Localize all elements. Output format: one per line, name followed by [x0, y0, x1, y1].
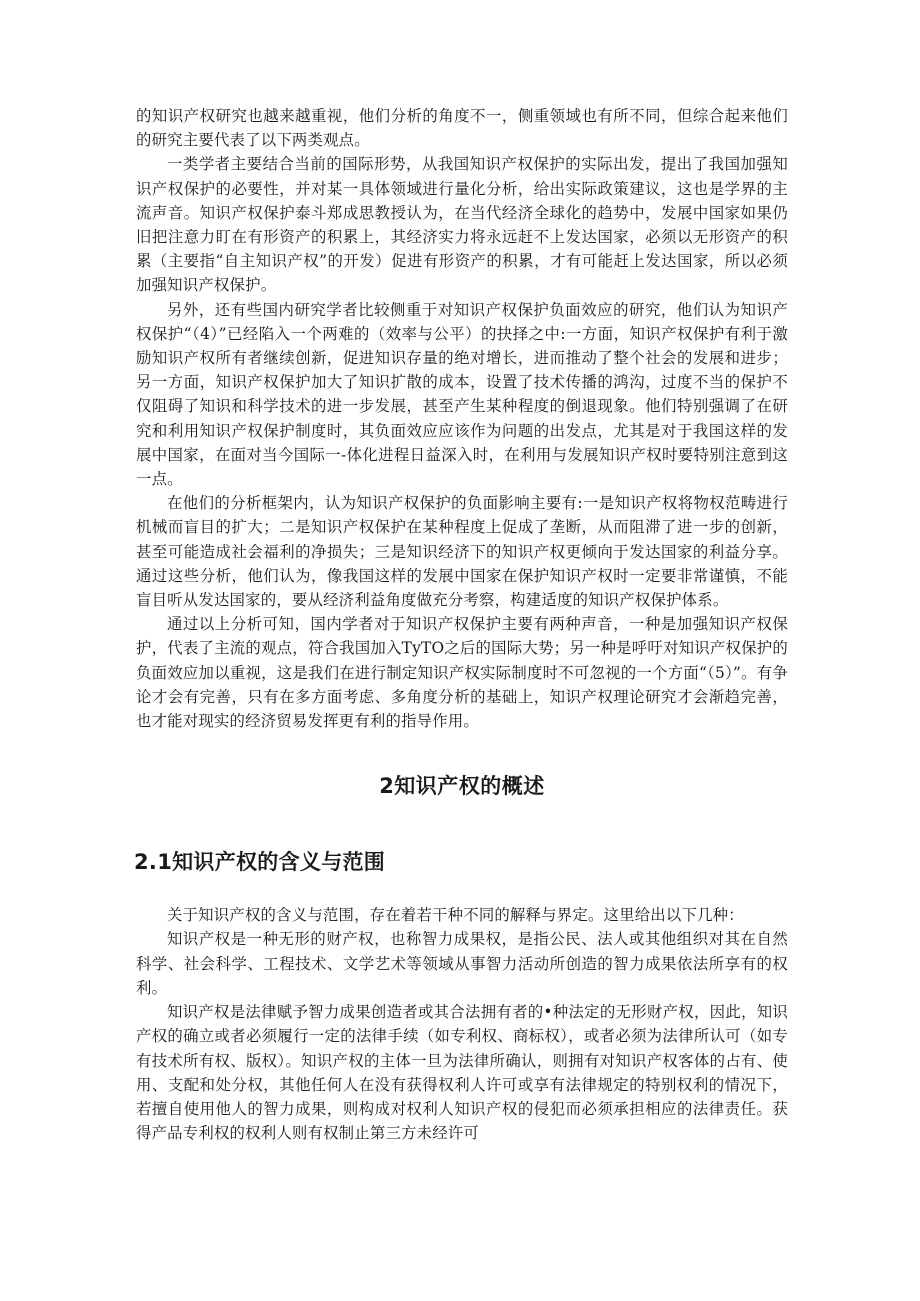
paragraph: 的知识产权研究也越来越重视，他们分析的角度不一，侧重领域也有所不同，但综合起来他们的研究主要代表了以下两类观点。 [136, 107, 788, 150]
chapter-title: 2知识产权的概述 [379, 774, 545, 799]
paragraph: 另外，还有些国内研究学者比较侧重于对知识产权保护负面效应的研究，他们认为知识产权保护“（4）”已经陷入一个两难的（效率与公平）的抉择之中:一方面，知识产权保护有利于激励知识产权所有者继续创新，促进知识存量的绝对增长，进而推动了整个社会的发展和进步；另一方面，知识产权保护加大了知识扩散的成本，设置了技术传播的鸿沟，过度不当的保护不仅阻碍了知识和科学技术的进一步发展，甚至产生某种程度的倒退现象。他们特别强调了在研究和利用知识产权保护制度时，其负面效应应该作为问题的出发点，尤其是对于我国这样的发展中国家，在面对当今国际一-体化进程日益深入时，在利用与发展知识产权时要特别注意到这一点。 [136, 300, 788, 489]
section-title: 2.1知识产权的含义与范围 [134, 850, 386, 875]
paragraph: 一类学者主要结合当前的国际形势，从我国知识产权保护的实际出发，提出了我国加强知识产权保护的必要性，并对某一具体领域进行量化分析，给出实际政策建议，这也是学界的主流声音。知识产权保护泰斗郑成思教授认为，在当代经济全球化的趋势中，发展中国家如果仍旧把注意力盯在有形资产的积累上，其经济实力将永远赶不上发达国家，必须以无形资产的积累（主要指“自主知识产权”的开发）促进有形资产的积累，才有可能赶上发达国家，所以必须加强知识产权保护。 [136, 155, 788, 295]
paragraph: 通过以上分析可知，国内学者对于知识产权保护主要有两种声音，一种是加强知识产权保护，代表了主流的观点，符合我国加入TyTO之后的国际大势；另一种是呼吁对知识产权保护的负面效应加以重视，这是我们在进行制定知识产权实际制度时不可忽视的一个方面“（5）”。有争论才会有完善，只有在多方面考虑、多角度分析的基础上，知识产权理论研究才会渐趋完善，也才能对现实的经济贸易发挥更有利的指导作用。 [136, 615, 788, 731]
paragraph: 知识产权是一种无形的财产权，也称智力成果权，是指公民、法人或其他组织对其在自然科学、社会科学、工程技术、文学艺术等领域从事智力活动所创造的智力成果依法所享有的权利。 [136, 930, 788, 997]
document-page [136, 104, 788, 1145]
paragraph: 知识产权是法律赋予智力成果创造者或其合法拥有者的•种法定的无形财产权，因此，知识产权的确立或者必须履行一定的法律手续（如专利权、商标权），或者必须为法律所认可（如专有技术所有权、版权）。知识产权的主体一旦为法律所确认，则拥有对知识产权客体的占有、使用、支配和处分权，其他任何人在没有获得权利人许可或享有法律规定的特别权利的情况下，若擅自使用他人的智力成果，则构成对权利人知识产权的侵犯而必须承担相应的法律责任。获得产品专利权的权利人则有权制止第三方未经许可 [136, 1003, 788, 1143]
body-before-chapter [136, 104, 788, 733]
paragraph: 关于知识产权的含义与范围，存在着若干种不同的解释与界定。这里给出以下几种： [167, 906, 744, 925]
body-after-section [136, 903, 788, 1145]
paragraph: 在他们的分析框架内，认为知识产权保护的负面影响主要有:一是知识产权将物权范畴进行机械而盲目的扩大；二是知识产权保护在某种程度上促成了垄断，从而阻滞了进一步的创新，甚至可能造成社会福利的净损失；三是知识经济下的知识产权更倾向于发达国家的利益分享。通过这些分析，他们认为，像我国这样的发展中国家在保护知识产权时一定要非常谨慎，不能盲目听从发达国家的，要从经济利益角度做充分考察，构建适度的知识产权保护体系。 [136, 494, 788, 610]
